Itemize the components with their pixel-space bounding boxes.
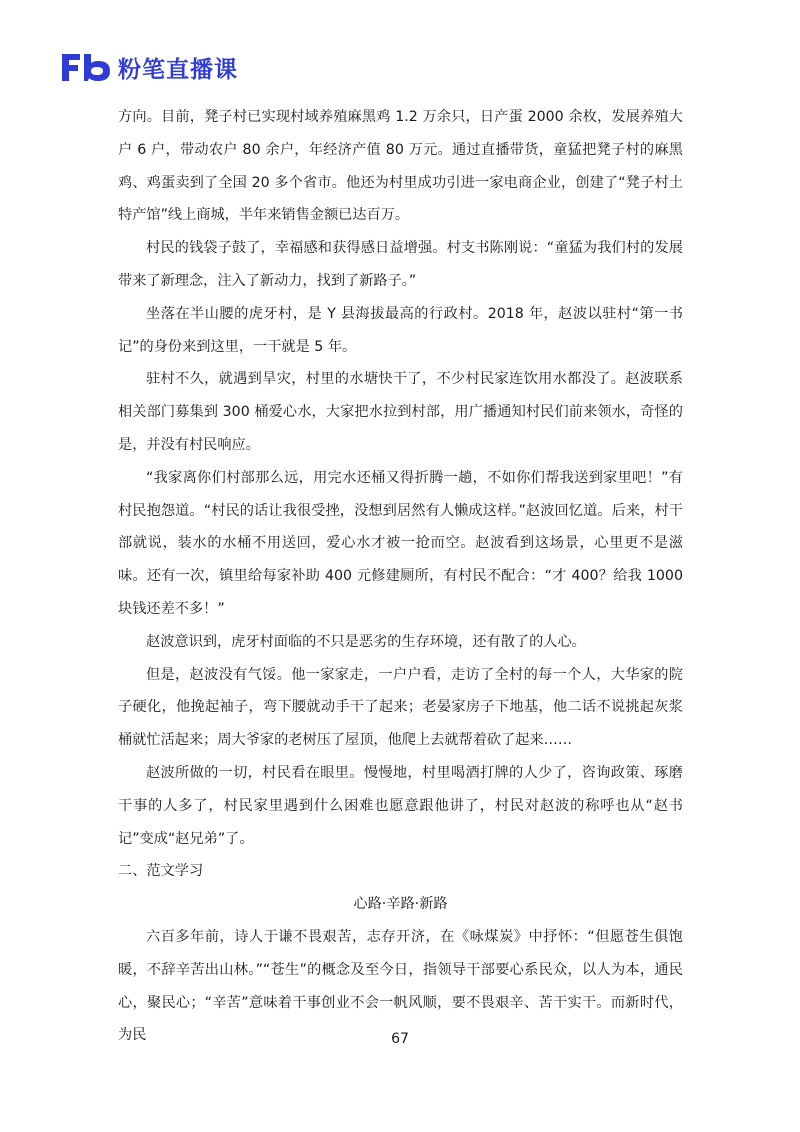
paragraph: 赵波所做的一切，村民看在眼里。慢慢地，村里喝酒打牌的人少了，咨询政策、琢磨干事的人多了，村民家里遇到什么困难也愿意跟他讲了，村民对赵波的称呼也从“赵书记”变成“赵兄弟”了。 [118,764,683,847]
page-number: 67 [391,1031,409,1047]
paragraph: “我家离你们村部那么远，用完水还桶又得折腾一趟，不如你们帮我送到家里吧！”有村民抱怨道。“村民的话让我很受挫，没想到居然有人懒成这样。”赵波回忆道。后来，村干部就说，装水的水桶不用送回，爱心水才被一抢而空。赵波看到这场景，心里更不是滋味。还有一次，镇里给每家补助 400 元修建厕所，有村民不配合：“才 400？给我 1000 块钱还差不多！” [118,469,683,617]
essay-paragraph: 六百多年前，诗人于谦不畏艰苦，志存开济，在《咏煤炭》中抒怀：“但愿苍生俱饱暖，不辞辛苦出山林。”“苍生”的概念及至今日，指领导干部要心系民众，以人为本，通民心，聚民心；“辛苦”意味着干事创业不会一帆风顺，要不畏艰辛、苦干实干。而新时代，为民 [118,928,683,1044]
paragraph: 驻村不久，就遇到旱灾，村里的水塘快干了，不少村民家连饮用水都没了。赵波联系相关部门募集到 300 桶爱心水，大家把水拉到村部，用广播通知村民们前来领水，奇怪的是，并没有村民响应。 [118,371,683,453]
fb-logo-icon [60,50,112,84]
page-header [60,50,238,84]
brand-name: 粉笔直播课 [118,56,238,83]
paragraph: 赵波意识到，虎牙村面临的不只是恶劣的生存环境，还有散了的人心。 [146,633,586,650]
paragraph: 坐落在半山腰的虎牙村，是 Y 县海拔最高的行政村。2018 年，赵波以驻村“第一书记”的身份来到这里，一干就是 5 年。 [118,305,683,355]
document-body [118,101,683,1052]
essay-title: 心路·辛路·新路 [353,896,448,913]
paragraph: 但是，赵波没有气馁。他一家家走，一户户看，走访了全村的每一个人，大华家的院子硬化，他挽起袖子，弯下腰就动手干了起来；老晏家房子下地基，他二话不说挑起灰浆桶就忙活起来；周大爷家的老树压了屋顶，他爬上去就帮着砍了起来…… [118,666,683,749]
paragraph: 村民的钱袋子鼓了，幸福感和获得感日益增强。村支书陈刚说：“童猛为我们村的发展带来了新理念，注入了新动力，找到了新路子。” [118,240,683,289]
paragraph: 方向。目前，凳子村已实现村域养殖麻黑鸡 1.2 万余只，日产蛋 2000 余枚，发展养殖大户 6 户，带动农户 80 余户，年经济产值 80 万元。通过直播带货，童猛把凳子村的麻黑鸡、鸡蛋卖到了全国 20 多个省市。他还为村里成功引进一家电商企业，创建了“凳子村土特产馆”线上商城，半年来销售金额已达百万。 [118,109,683,224]
section-heading: 二、范文学习 [118,863,204,880]
